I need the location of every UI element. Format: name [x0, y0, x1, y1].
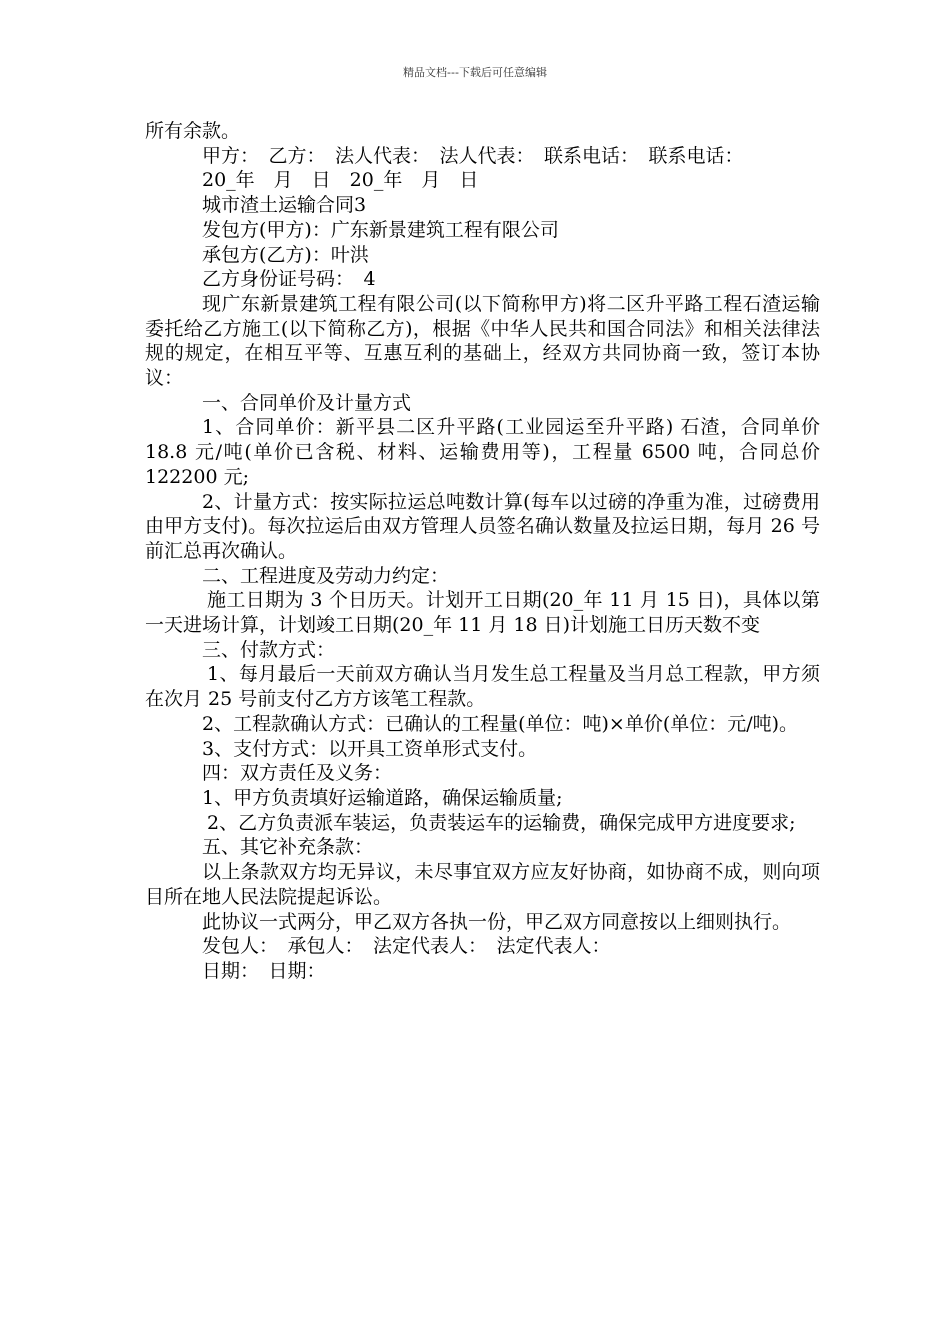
section-heading-schedule: 二、工程进度及劳动力约定： — [202, 564, 450, 587]
paragraph-signature-parties: 甲方： 乙方： 法人代表： 法人代表： 联系电话： 联系电话： — [202, 144, 744, 167]
section-heading-price: 一、合同单价及计量方式 — [202, 391, 412, 414]
section-heading-payment: 三、付款方式： — [202, 638, 336, 661]
clause-payment-method: 3、支付方式：以开具工资单形式支付。 — [202, 737, 538, 760]
signature-line: 发包人： 承包人： 法定代表人： 法定代表人： — [202, 935, 611, 958]
date-line: 日期： 日期： — [202, 959, 326, 982]
clause-unit-price: 1、合同单价：新平县二区升平路(工业园运至升平路) 石渣，合同单价 18.8 元/吨(单价已含税、材料、运输费用等)，工程量 6500 吨，合同总价 122200 元; — [145, 416, 820, 488]
paragraph-signature-dates: 20_年 月 日 20_年 月 日 — [202, 169, 479, 192]
party-b-line: 承包方(乙方)：叶洪 — [202, 243, 369, 266]
party-a-line: 发包方(甲方)：广东新景建筑工程有限公司 — [202, 218, 559, 241]
clause-party-b-duty: 2、乙方负责派车装运，负责装运车的运输费，确保完成甲方进度要求; — [207, 811, 796, 834]
clause-schedule: 施工日期为 3 个日历天。计划开工日期(20_年 11 月 15 日)，具体以第一天进场计算，计划竣工日期(20_年 11 月 18 日)计划施工日历天数不变 — [145, 589, 820, 637]
contract-title: 城市渣土运输合同3 — [202, 194, 367, 217]
page-header: 精品文档---下载后可任意编辑 — [403, 66, 547, 79]
paragraph-preamble: 现广东新景建筑工程有限公司(以下简称甲方)将二区升平路工程石渣运输 委托给乙方施工(以下简称乙方)，根据《中华人民共和国合同法》和相关法律法规的规定，在相互平等、互惠互利的基础上，经双方共同协商一致，签订本协议： — [145, 292, 820, 390]
clause-dispute: 以上条款双方均无异议，未尽事宜双方应友好协商，如协商不成，则向项目所在地人民法院提起诉讼。 — [145, 861, 820, 908]
section-heading-responsibilities: 四：双方责任及义务： — [202, 762, 393, 785]
clause-payment-monthly: 1、每月最后一天前双方确认当月发生总工程量及当月总工程款，甲方须在次月 25 号前支付乙方方该笔工程款。 — [145, 663, 820, 711]
clause-payment-confirmation: 2、工程款确认方式：已确认的工程量(单位：吨)×单价(单位：元/吨)。 — [202, 712, 799, 735]
clause-measurement: 2、计量方式：按实际拉运总吨数计算(每车以过磅的净重为准，过磅费用由甲方支付)。每次拉运后由双方管理人员签名确认数量及拉运日期，每月 26 号前汇总再次确认。 — [145, 490, 820, 562]
document-body — [145, 119, 820, 984]
section-heading-supplementary: 五、其它补充条款： — [202, 836, 374, 859]
clause-party-a-duty: 1、甲方负责填好运输道路，确保运输质量; — [202, 786, 563, 809]
party-b-id-line: 乙方身份证号码： 4 — [202, 268, 376, 291]
clause-copies: 此协议一式两分，甲乙双方各执一份，甲乙双方同意按以上细则执行。 — [202, 910, 792, 933]
paragraph-remaining-payment: 所有余款。 — [145, 120, 241, 142]
